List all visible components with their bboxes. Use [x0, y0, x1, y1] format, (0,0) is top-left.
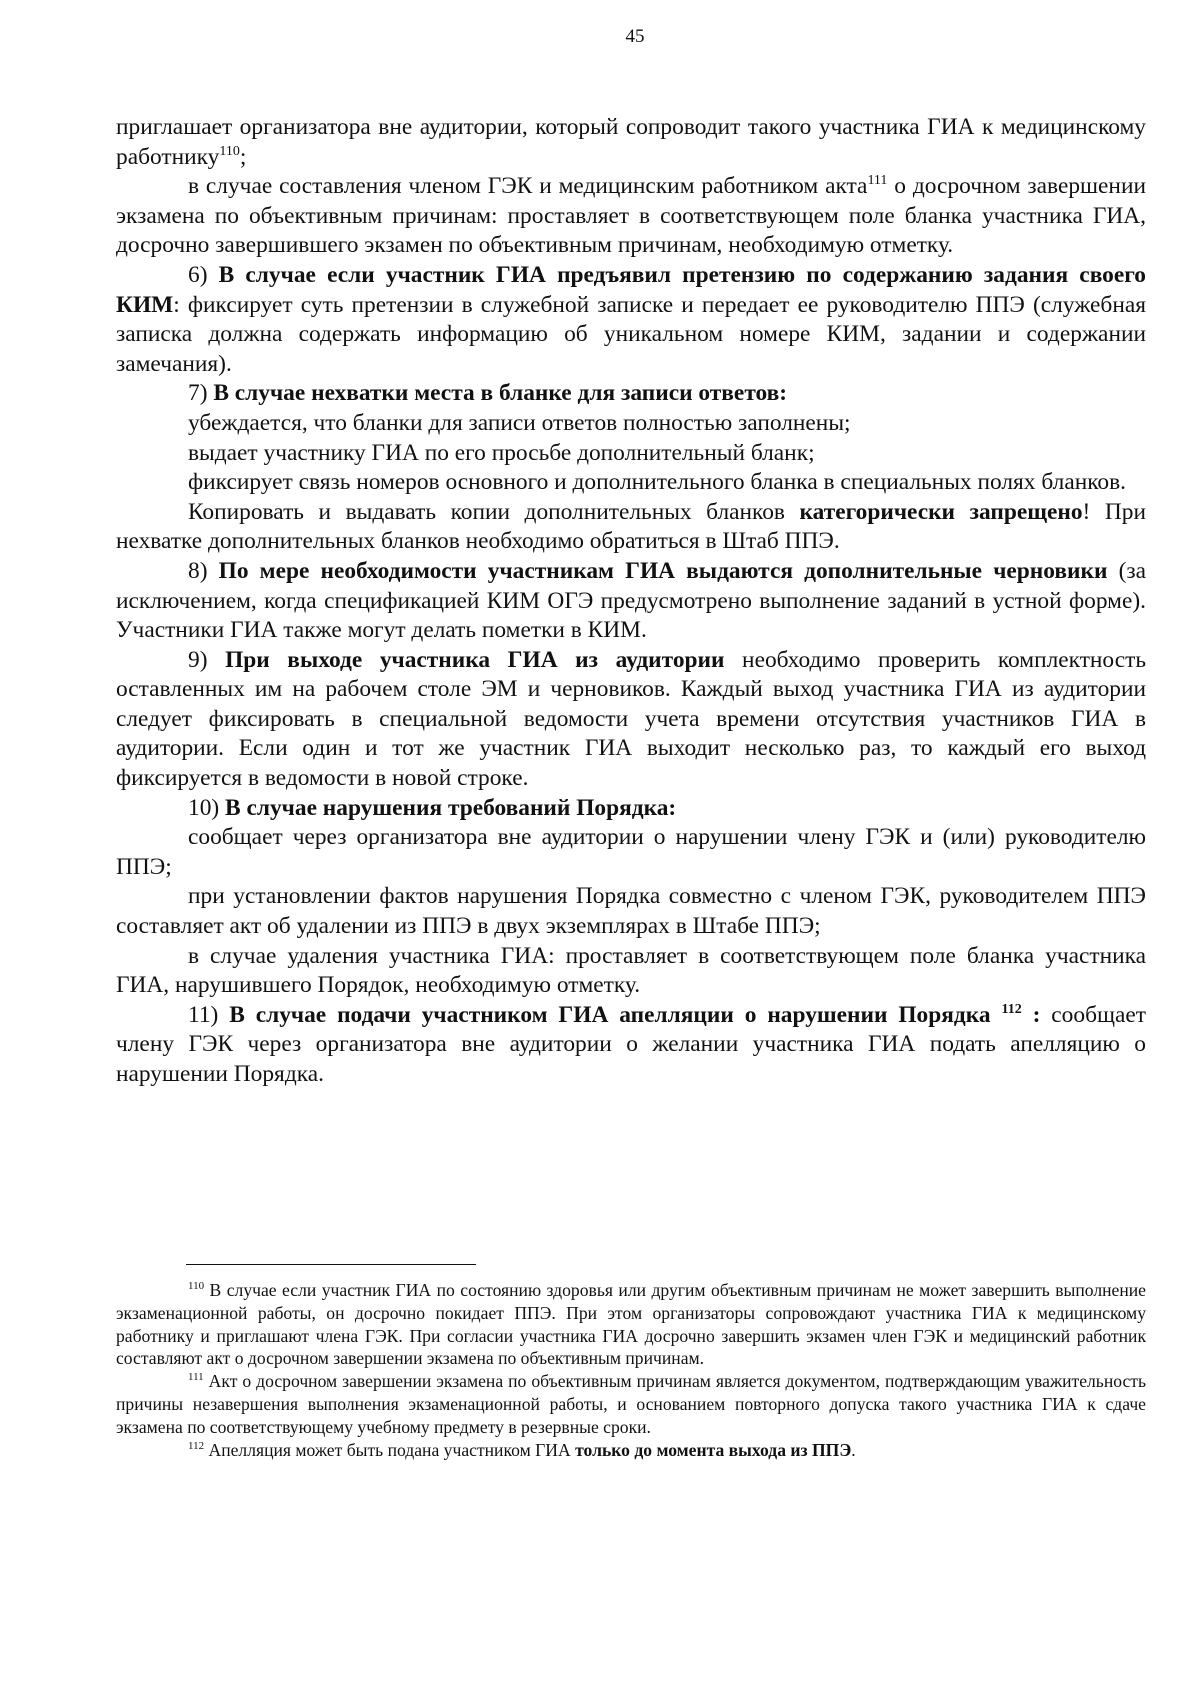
- item-10: 10) В случае нарушения требований Порядка:: [188, 794, 677, 821]
- paragraph-8: Копировать и выдавать копии дополнительных бланков категорически запрещено! При нехватке дополнительных бланков необходимо обратиться в Штаб ППЭ.: [116, 498, 1146, 555]
- item-7: 7) В случае нехватки места в бланке для записи ответов:: [188, 380, 788, 407]
- item-9-heading: При выходе участника ГИА из аудитории: [225, 646, 725, 673]
- paragraph-1: приглашает организатора вне аудитории, который сопроводит такого участника ГИА к медицинскому работнику$^{110}$;: [116, 114, 1146, 170]
- paragraph-7: фиксирует связь номеров основного и дополнительного бланка в специальных полях бланков.: [188, 469, 1126, 496]
- footnotes: [116, 1279, 1146, 1461]
- paragraph-2: в случае составления членом ГЭК и медицинским работником акта$^{111}$ о досрочном завершении экзамена по объективным причинам: проставляет в соответствующем поле бланка участника ГИА, досрочно завершившего экзамен по объективным причинам, необходимую отметку.: [116, 173, 1146, 259]
- main-text: [116, 113, 1146, 1090]
- item-10-heading: В случае нарушения требований Порядка:: [225, 794, 677, 821]
- footnote-number: 112: [188, 1439, 205, 1452]
- item-8: 8) По мере необходимости участникам ГИА выдаются дополнительные черновики (за исключением, когда спецификацией КИМ ОГЭ предусмотрено выполнение заданий в устной форме). Участники ГИА также могут делать пометки в КИМ.: [116, 557, 1146, 644]
- item-8-heading: По мере необходимости участникам ГИА выдаются дополнительные черновики: [218, 557, 1108, 584]
- footnote-110: $^{110}$ В случае если участник ГИА по состоянию здоровья или другим объективным причинам не может завершить выполнение экзаменационной работы, он досрочно покидает ППЭ. При этом организаторы сопровождают участника ГИА к медицинскому работнику и приглашают члена ГЭК. При согласии участника ГИА досрочно завершить экзамен член ГЭК и медицинский работник составляют акт о досрочном завершении экзамена по объективным причинам.: [116, 1280, 1146, 1369]
- item-11: 11) В случае подачи участником ГИА апелляции о нарушении Порядка $^{112}$ : сообщает члену ГЭК через организатора вне аудитории о желании участника ГИА подать апелляцию о нарушении Порядка.: [116, 1001, 1146, 1087]
- prohibition-emphasis: категорически запрещено: [799, 498, 1083, 525]
- footnote-ref-112[interactable]: 112: [1001, 1002, 1022, 1018]
- footnote-ref-110[interactable]: 110: [219, 143, 240, 159]
- footnote-separator: [186, 1264, 476, 1265]
- item-6-heading: В случае если участник ГИА предъявил претензию по содержанию задания своего КИМ: [116, 261, 1146, 318]
- item-6: 6) В случае если участник ГИА предъявил претензию по содержанию задания своего КИМ: фиксирует суть претензии в служебной записке и передает ее руководителю ППЭ (служебная записка должна содержать информацию об уникальном номере КИМ, задании и содержании замечания).: [116, 261, 1146, 377]
- paragraph-6: выдает участнику ГИА по его просьбе дополнительный бланк;: [188, 439, 815, 466]
- page-number: 45: [625, 26, 645, 47]
- item-11-heading: В случае подачи участником ГИА апелляции о нарушении Порядка: [229, 1001, 991, 1028]
- footnote-ref-111[interactable]: 111: [867, 173, 888, 189]
- paragraph-13: при установлении фактов нарушения Порядка совместно с членом ГЭК, руководителем ППЭ составляет акт об удалении из ППЭ в двух экземплярах в Штабе ППЭ;: [116, 883, 1146, 940]
- paragraph-14: в случае удаления участника ГИА: проставляет в соответствующем поле бланка участника ГИА, нарушившего Порядок, необходимую отметку.: [116, 942, 1146, 999]
- item-9: 9) При выходе участника ГИА из аудитории необходимо проверить комплектность оставленных им на рабочем столе ЭМ и черновиков. Каждый выход участника ГИА из аудитории следует фиксировать в специальной ведомости учета времени отсутствия участников ГИА в аудитории. Если один и тот же участник ГИА выходит несколько раз, то каждый его выход фиксируется в ведомости в новой строке.: [116, 646, 1146, 792]
- footnote-number: 111: [188, 1371, 204, 1384]
- item-7-heading: В случае нехватки места в бланке для записи ответов:: [213, 380, 788, 407]
- footnote-111: $^{111}$ Акт о досрочном завершении экзамена по объективным причинам является документом, подтверждающим уважительность причины незавершения выполнения экзаменационной работы, и основанием повторного допуска такого участника ГИА к сдаче экзамена по соответствующему учебному предмету в резервные сроки.: [116, 1371, 1146, 1437]
- footnote-112: $^{112}$ Апелляция может быть подана участником ГИА только до момента выхода из ППЭ.: [188, 1439, 856, 1460]
- paragraph-5: убеждается, что бланки для записи ответов полностью заполнены;: [188, 409, 851, 436]
- footnote-number: 110: [188, 1280, 205, 1293]
- paragraph-12: сообщает через организатора вне аудитории о нарушении члену ГЭК и (или) руководителю ППЭ;: [116, 824, 1146, 880]
- footnote-emphasis: только до момента выхода из ППЭ: [575, 1439, 852, 1460]
